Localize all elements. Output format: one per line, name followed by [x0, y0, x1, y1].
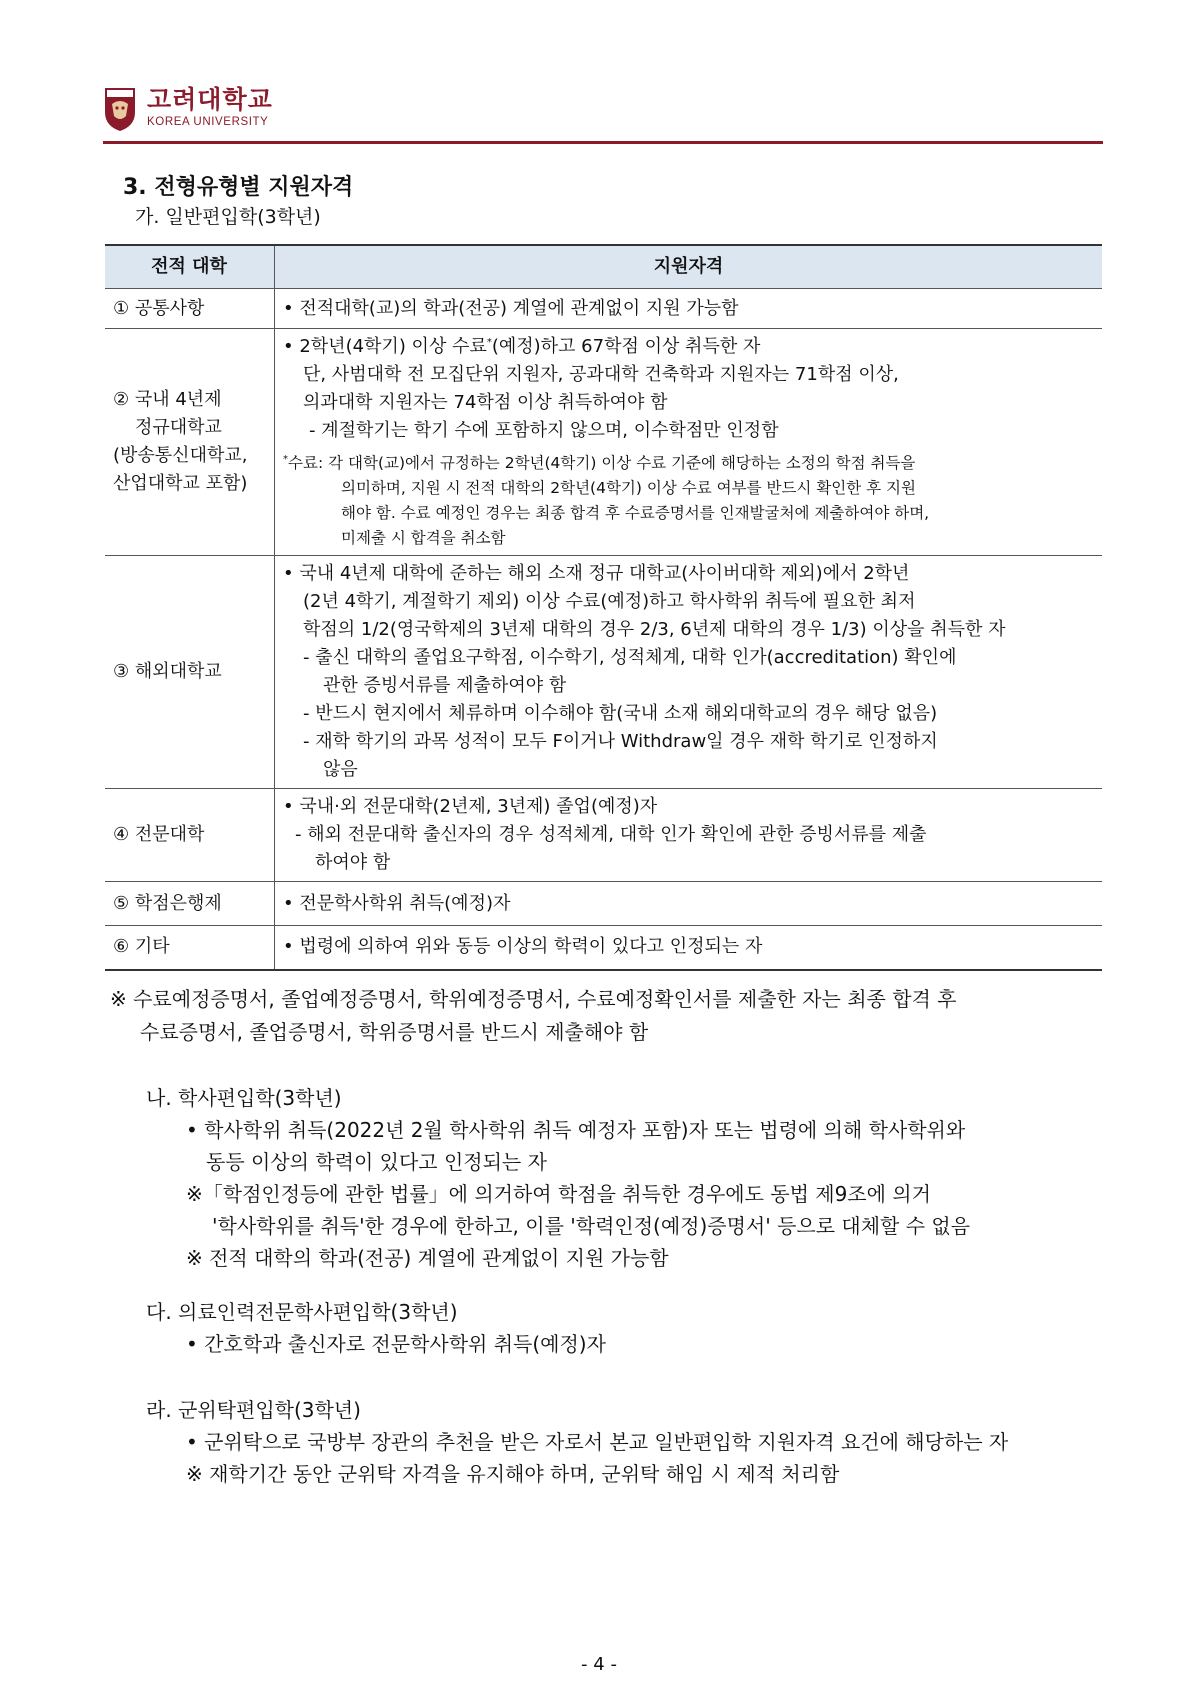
- footnote-mark: *: [486, 337, 492, 348]
- col-header-qualification: 지원자격: [275, 245, 1103, 289]
- part-c-heading: 다. 의료인력전문학사편입학(3학년): [146, 1300, 458, 1324]
- part-b-line: ※「학점인정등에 관한 법률」에 의거하여 학점을 취득한 경우에도 동법 제9조에 의거: [186, 1182, 931, 1206]
- row-label: ⑤ 학점은행제: [105, 882, 275, 926]
- part-a-heading: 가. 일반편입학(3학년): [135, 206, 321, 228]
- university-emblem-icon: [103, 86, 137, 132]
- row-text: 관한 증빙서류를 제출하여야 함: [323, 675, 567, 696]
- table-row: [105, 789, 1102, 882]
- university-name: 고려대학교: [147, 85, 273, 114]
- part-b-heading: 나. 학사편입학(3학년): [146, 1086, 342, 1110]
- part-c-line: • 간호학과 출신자로 전문학사학위 취득(예정)자: [186, 1332, 606, 1356]
- row-text: - 해외 전문대학 출신자의 경우 성적체계, 대학 인가 확인에 관한 증빙서류를 제출: [295, 824, 927, 845]
- row-text: • 법령에 의하여 위와 동등 이상의 학력이 있다고 인정되는 자: [283, 936, 763, 958]
- table-row: [105, 926, 1102, 970]
- page-header: [103, 84, 1103, 142]
- row-label: 정규대학교: [135, 417, 222, 438]
- row-label: ④ 전문대학: [105, 789, 275, 882]
- table-row: [105, 289, 1102, 329]
- row-label: ② 국내 4년제: [113, 389, 222, 410]
- row-text: 의과대학 지원자는 74학점 이상 취득하여야 함: [303, 392, 668, 413]
- row-text: 단, 사범대학 전 모집단위 지원자, 공과대학 건축학과 지원자는 71학점 이상,: [303, 364, 899, 385]
- row-text: - 재학 학기의 과목 성적이 모두 F이거나 Withdraw일 경우 재학 학기로 인정하지: [303, 731, 938, 752]
- page-number: - 4 -: [581, 1654, 617, 1675]
- notice: [110, 983, 1100, 1049]
- part-d: [146, 1394, 1106, 1490]
- part-b-line: • 학사학위 취득(2022년 2월 학사학위 취득 예정자 포함)자 또는 법령에 의해 학사학위와: [186, 1118, 966, 1142]
- row-text: - 계절학기는 학기 수에 포함하지 않으며, 이수학점만 인정함: [309, 420, 779, 441]
- notice-line: ※ 수료예정증명서, 졸업예정증명서, 학위예정증명서, 수료예정확인서를 제출한 자는 최종 합격 후: [110, 987, 957, 1011]
- footnote: *수료: 각 대학(교)에서 규정하는 2학년(4학기) 이상 수료 기준에 해당하는 소정의 학점 취득을 의미하며, 지원 시 전적 대학의 2학년(4학기) 이상 수료 여부를 반드시 확인한 후 지원 해야 함. 수료 예정인 경우는 최종 합격 후 수료증명서를 인재발굴처에 제출하여야 하며, 미제출 시 합격을 취소함: [283, 453, 930, 547]
- part-b-line: 동등 이상의 학력이 있다고 인정되는 자: [206, 1150, 547, 1174]
- part-d-line: • 군위탁으로 국방부 장관의 추천을 받은 자로서 본교 일반편입학 지원자격 요건에 해당하는 자: [186, 1430, 1009, 1454]
- row-text: • 2학년(4학기) 이상 수료: [283, 336, 487, 357]
- row-text: • 전문학사학위 취득(예정)자: [283, 892, 511, 914]
- row-label: ① 공통사항: [105, 289, 275, 329]
- row-label: ⑥ 기타: [105, 926, 275, 970]
- row-text: • 전적대학(교)의 학과(전공) 계열에 관계없이 지원 가능함: [283, 297, 739, 319]
- table-header-row: [105, 245, 1102, 289]
- section-title: 3. 전형유형별 지원자격: [123, 175, 354, 200]
- part-d-heading: 라. 군위탁편입학(3학년): [146, 1398, 361, 1422]
- row-text: 하여야 함: [315, 852, 391, 873]
- row-text: • 국내·외 전문대학(2년제, 3년제) 졸업(예정)자: [283, 796, 658, 817]
- table-row: [105, 329, 1102, 556]
- part-d-line: ※ 재학기간 동안 군위탁 자격을 유지해야 하며, 군위탁 해임 시 제적 처리함: [186, 1462, 840, 1486]
- row-text: 않음: [323, 759, 358, 780]
- university-name-en: KOREA UNIVERSITY: [147, 116, 269, 128]
- row-text: 학점의 1/2(영국학제의 3년제 대학의 경우 2/3, 6년제 대학의 경우 1/3) 이상을 취득한 자: [303, 619, 1006, 640]
- table-row: [105, 556, 1102, 789]
- col-header-previous-school: 전적 대학: [105, 245, 275, 289]
- notice-line: 수료증명서, 졸업증명서, 학위증명서를 반드시 제출해야 함: [140, 1020, 649, 1044]
- header-divider: [103, 141, 1103, 144]
- row-label: (방송통신대학교,: [113, 445, 248, 466]
- qualification-table: [105, 244, 1102, 971]
- row-text: • 국내 4년제 대학에 준하는 해외 소재 정규 대학교(사이버대학 제외)에서 2학년: [283, 563, 910, 584]
- part-b-line: '학사학위를 취득'한 경우에 한하고, 이를 '학력인정(예정)증명서' 등으로 대체할 수 없음: [212, 1214, 971, 1238]
- row-text: (예정)하고 67학점 이상 취득한 자: [491, 336, 761, 357]
- row-text: - 출신 대학의 졸업요구학점, 이수학기, 성적체계, 대학 인가(accreditation) 확인에: [303, 647, 957, 668]
- row-label: 산업대학교 포함): [113, 473, 248, 494]
- row-text: (2년 4학기, 계절학기 제외) 이상 수료(예정)하고 학사학위 취득에 필요한 최저: [303, 591, 916, 612]
- part-b-line: ※ 전적 대학의 학과(전공) 계열에 관계없이 지원 가능함: [186, 1246, 669, 1270]
- row-label: ③ 해외대학교: [105, 556, 275, 789]
- part-c: [146, 1296, 1106, 1360]
- table-row: [105, 882, 1102, 926]
- part-b: [146, 1082, 1106, 1274]
- row-text: - 반드시 현지에서 체류하며 이수해야 함(국내 소재 해외대학교의 경우 해당 없음): [303, 703, 938, 724]
